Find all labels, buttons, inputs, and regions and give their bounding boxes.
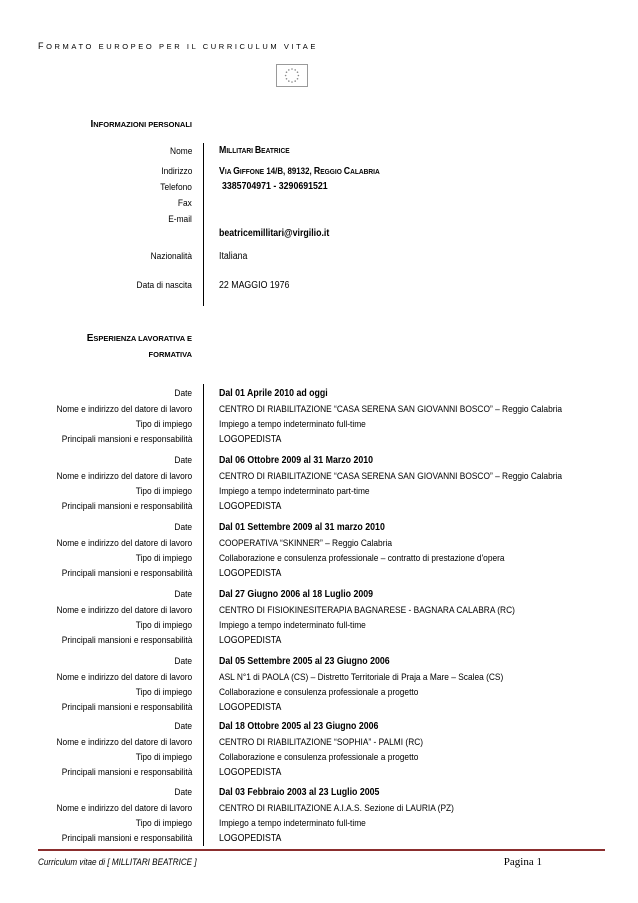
type-label: Tipo di impiego xyxy=(135,620,192,631)
employer-label: Nome e indirizzo del datore di lavoro xyxy=(56,737,192,748)
date-value: Dal 05 Settembre 2005 al 23 Giugno 2006 xyxy=(219,656,390,667)
type-label: Tipo di impiego xyxy=(135,752,192,763)
column-divider xyxy=(203,143,204,306)
type-value: Collaborazione e consulenza professionale a progetto xyxy=(219,687,419,698)
date-value: Dal 06 Ottobre 2009 al 31 Marzo 2010 xyxy=(219,455,374,466)
document-title: FORMATO EUROPEO PER IL CURRICULUM VITAE xyxy=(38,41,318,51)
duties-label: Principali mansioni e responsabilità xyxy=(61,434,192,445)
employer-label: Nome e indirizzo del datore di lavoro xyxy=(56,471,192,482)
nome-value: MILLITARI BEATRICE xyxy=(219,145,290,156)
nome-label: Nome xyxy=(169,146,192,157)
duties-label: Principali mansioni e responsabilità xyxy=(61,568,192,579)
page-number: Pagina 1 xyxy=(503,856,542,868)
duties-value: LOGOPEDISTA xyxy=(219,635,282,646)
type-value: Impiego a tempo indeterminato full-time xyxy=(219,620,366,631)
date-label: Date xyxy=(174,388,192,399)
nazionalita-value: Italiana xyxy=(219,251,248,262)
employer-value: CENTRO DI FISIOKINESITERAPIA BAGNARESE - BAGNARA CALABRA (RC) xyxy=(219,605,515,616)
duties-value: LOGOPEDISTA xyxy=(219,568,282,579)
telefono-value: 3385704971 - 3290691521 xyxy=(222,181,328,192)
experience-heading: ESPERIENZA LAVORATIVA E xyxy=(86,333,192,344)
indirizzo-value: VIA GIFFONE 14/B, 89132, REGGIO CALABRIA xyxy=(219,166,380,177)
indirizzo-label: Indirizzo xyxy=(160,166,192,177)
employer-value: CENTRO DI RIABILITAZIONE A.I.A.S. Sezione di LAURIA (PZ) xyxy=(219,803,454,814)
employer-label: Nome e indirizzo del datore di lavoro xyxy=(56,803,192,814)
date-label: Date xyxy=(174,721,192,732)
date-value: Dal 27 Giugno 2006 al 18 Luglio 2009 xyxy=(219,589,374,600)
employer-value: CENTRO DI RIABILITAZIONE “SOPHIA” - PALMI (RC) xyxy=(219,737,424,748)
employer-label: Nome e indirizzo del datore di lavoro xyxy=(56,404,192,415)
employer-value: CENTRO DI RIABILITAZIONE “CASA SERENA SAN GIOVANNI BOSCO” – Reggio Calabria xyxy=(219,471,563,482)
email-value: beatricemillitari@virgilio.it xyxy=(219,228,330,239)
date-label: Date xyxy=(174,455,192,466)
type-value: Collaborazione e consulenza professionale – contratto di prestazione d'opera xyxy=(219,553,505,564)
duties-value: LOGOPEDISTA xyxy=(219,767,282,778)
footer-text: Curriculum vitae di [ MILLITARI BEATRICE ] xyxy=(38,857,197,867)
column-divider xyxy=(203,384,204,846)
duties-value: LOGOPEDISTA xyxy=(219,434,282,445)
fax-label: Fax xyxy=(178,198,192,209)
type-value: Impiego a tempo indeterminato part-time xyxy=(219,486,370,497)
email-label: E-mail xyxy=(168,214,192,225)
type-label: Tipo di impiego xyxy=(135,419,192,430)
nascita-label: Data di nascita xyxy=(136,280,192,291)
personal-info-heading: INFORMAZIONI PERSONALI xyxy=(90,119,192,130)
date-value: Dal 01 Aprile 2010 ad oggi xyxy=(219,388,328,399)
nascita-value: 22 MAGGIO 1976 xyxy=(219,280,290,291)
employer-value: CENTRO DI RIABILITAZIONE “CASA SERENA SAN GIOVANNI BOSCO” – Reggio Calabria xyxy=(219,404,563,415)
telefono-label: Telefono xyxy=(160,182,192,193)
duties-value: LOGOPEDISTA xyxy=(219,833,282,844)
duties-label: Principali mansioni e responsabilità xyxy=(61,635,192,646)
date-value: Dal 18 Ottobre 2005 al 23 Giugno 2006 xyxy=(219,721,379,732)
type-label: Tipo di impiego xyxy=(135,486,192,497)
duties-label: Principali mansioni e responsabilità xyxy=(61,501,192,512)
employer-value: ASL N°1 di PAOLA (CS) – Distretto Territoriale di Praja a Mare – Scalea (CS) xyxy=(219,672,504,683)
date-label: Date xyxy=(174,656,192,667)
date-value: Dal 03 Febbraio 2003 al 23 Luglio 2005 xyxy=(219,787,380,798)
date-label: Date xyxy=(174,522,192,533)
duties-value: LOGOPEDISTA xyxy=(219,501,282,512)
type-value: Impiego a tempo indeterminato full-time xyxy=(219,818,366,829)
type-label: Tipo di impiego xyxy=(135,818,192,829)
employer-label: Nome e indirizzo del datore di lavoro xyxy=(56,672,192,683)
employer-label: Nome e indirizzo del datore di lavoro xyxy=(56,605,192,616)
experience-heading-line2: FORMATIVA xyxy=(148,350,192,359)
employer-label: Nome e indirizzo del datore di lavoro xyxy=(56,538,192,549)
nazionalita-label: Nazionalità xyxy=(150,251,192,262)
duties-label: Principali mansioni e responsabilità xyxy=(61,833,192,844)
type-value: Collaborazione e consulenza professionale a progetto xyxy=(219,752,419,763)
type-label: Tipo di impiego xyxy=(135,687,192,698)
date-value: Dal 01 Settembre 2009 al 31 marzo 2010 xyxy=(219,522,385,533)
footer-rule xyxy=(38,849,605,851)
type-value: Impiego a tempo indeterminato full-time xyxy=(219,419,366,430)
duties-label: Principali mansioni e responsabilità xyxy=(61,767,192,778)
date-label: Date xyxy=(174,787,192,798)
type-label: Tipo di impiego xyxy=(135,553,192,564)
duties-value: LOGOPEDISTA xyxy=(219,702,282,713)
duties-label: Principali mansioni e responsabilità xyxy=(61,702,192,713)
employer-value: COOPERATIVA “SKINNER” – Reggio Calabria xyxy=(219,538,392,549)
date-label: Date xyxy=(174,589,192,600)
eu-flag-logo xyxy=(276,64,308,87)
